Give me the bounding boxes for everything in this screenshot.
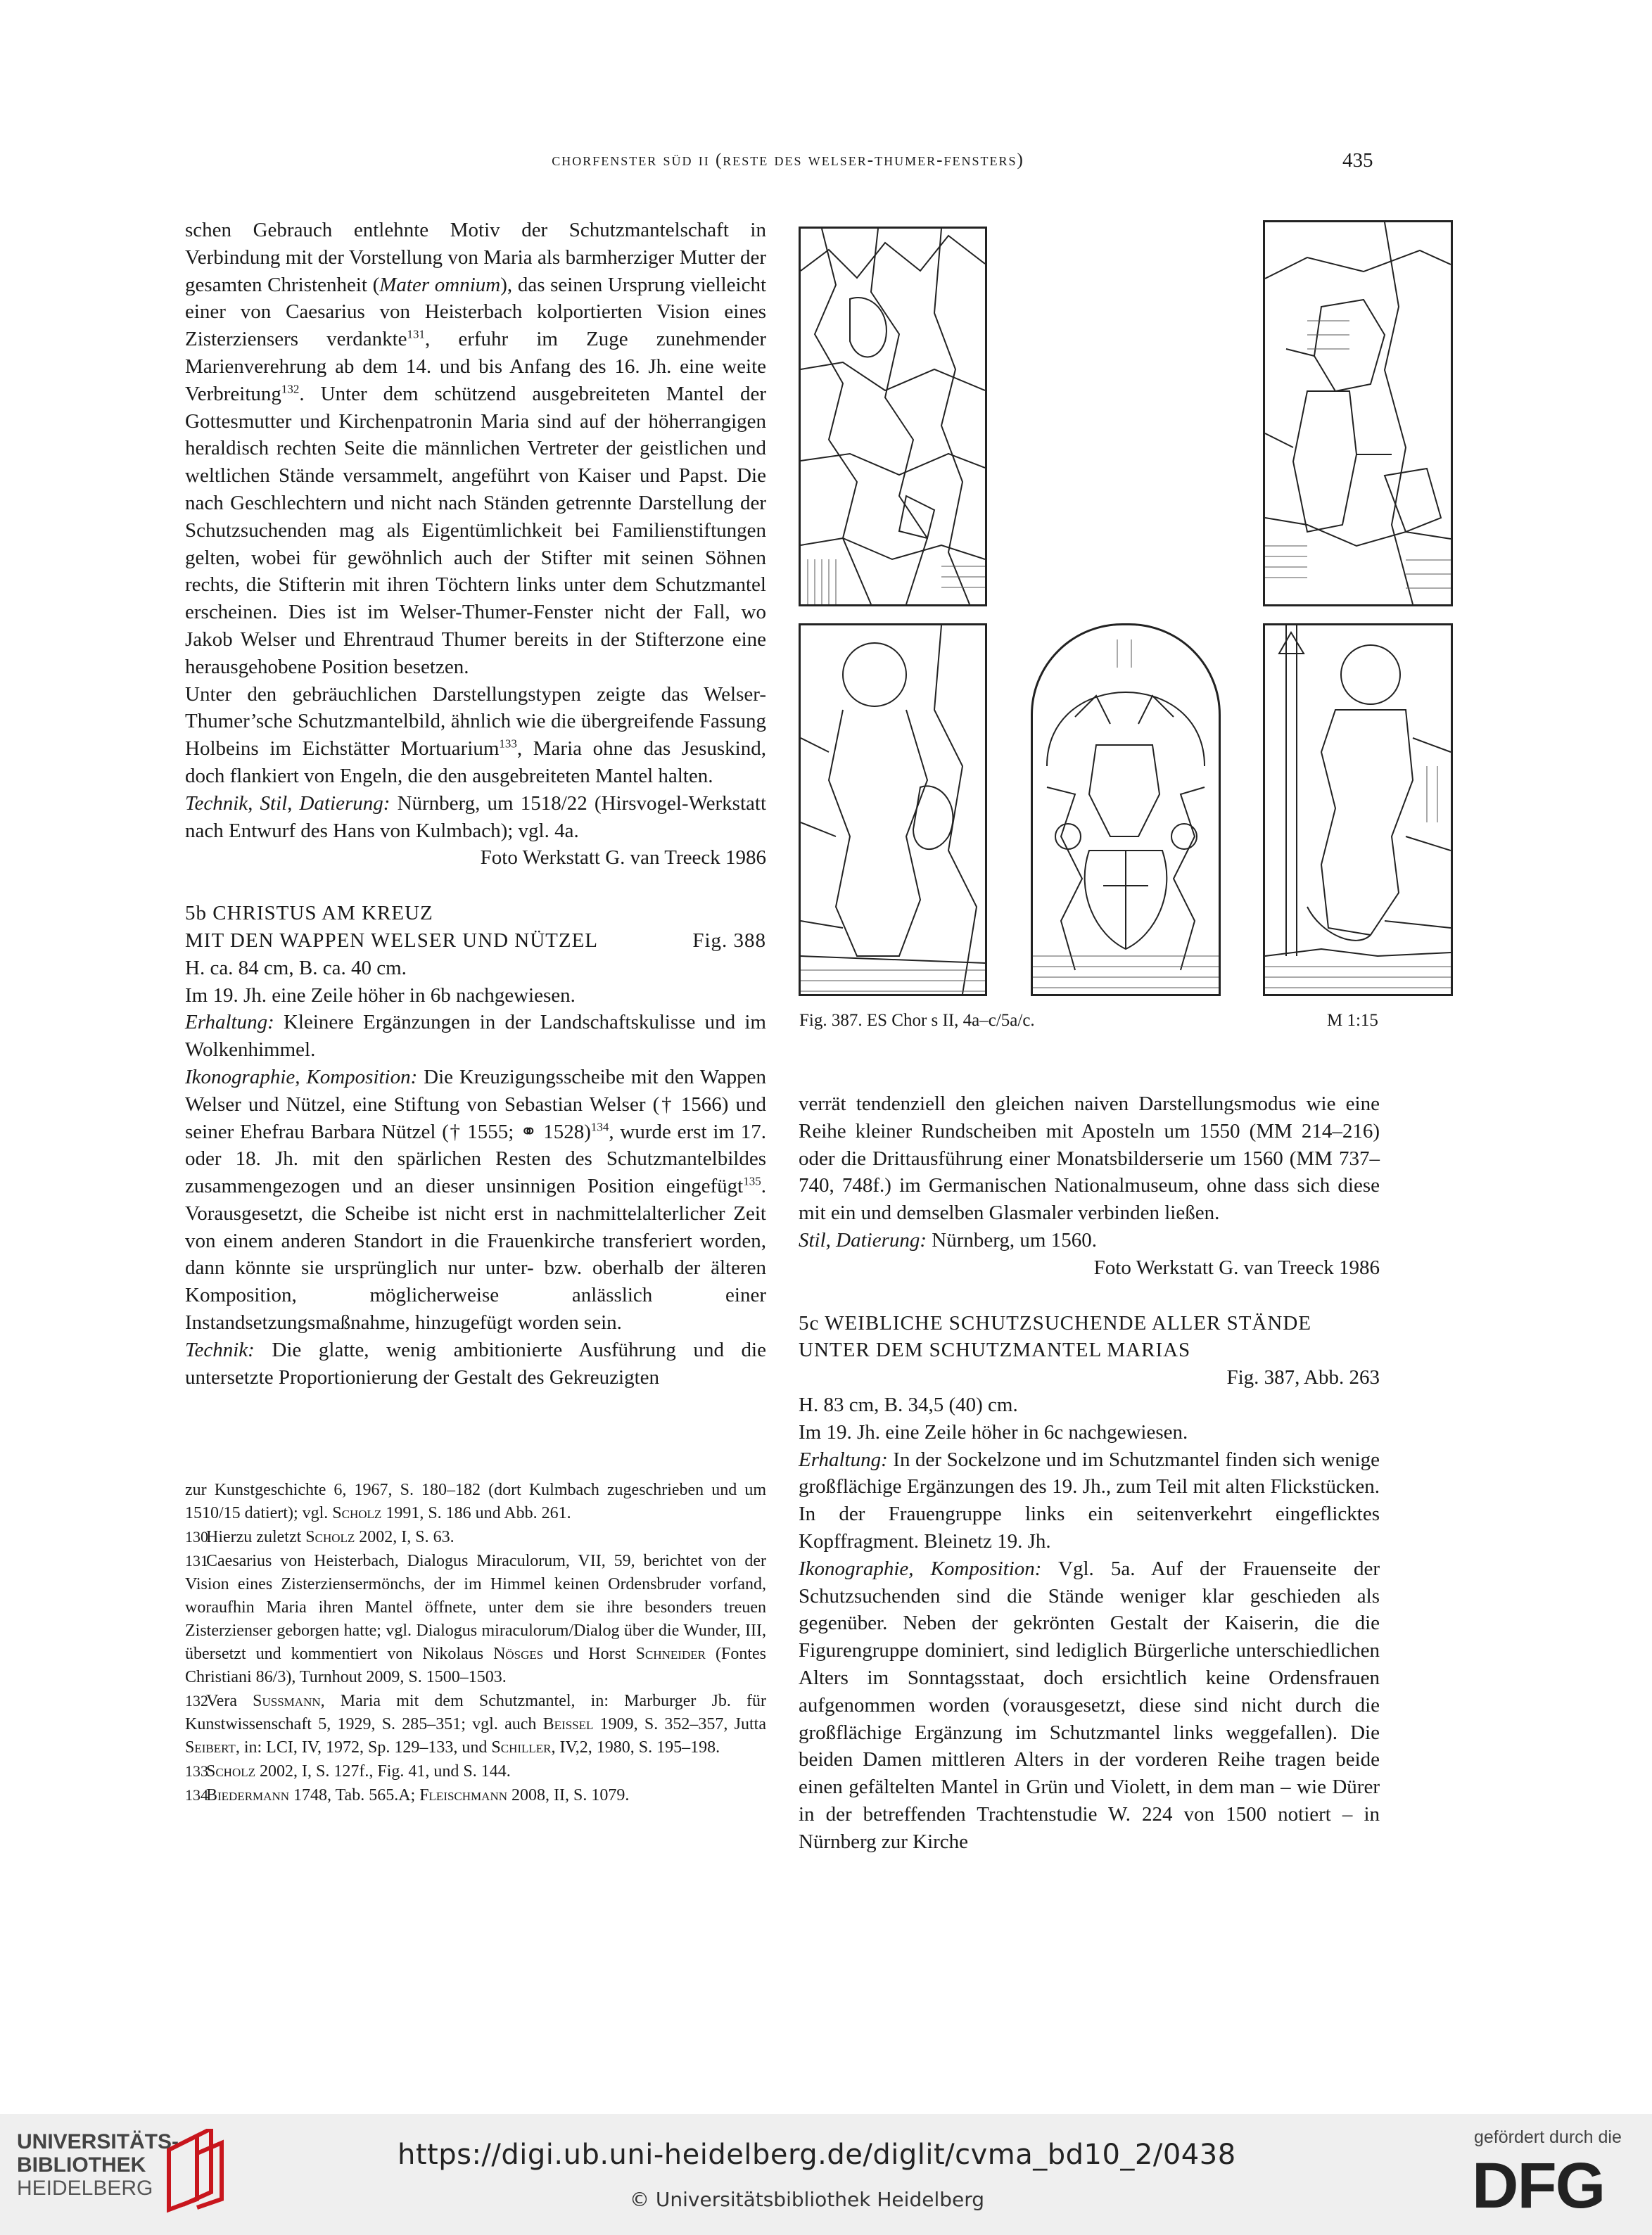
paragraph: Im 19. Jh. eine Zeile höher in 6b nachgewiesen. — [185, 983, 576, 1007]
dimensions: H. 83 cm, B. 34,5 (40) cm. — [799, 1393, 1018, 1416]
paragraph: Im 19. Jh. eine Zeile höher in 6c nachgewiesen. — [799, 1420, 1188, 1444]
leading-drawing-5a — [801, 229, 985, 604]
leading-drawing-4a — [801, 625, 985, 994]
window-panel-4a — [799, 623, 987, 996]
paragraph: Erhaltung: In der Sockelzone und im Schutzmantel finden sich wenige großflächige Ergänzungen des 19. Jh., zum Teil mit alten Flickstücken. In der Frauengruppe links ein seitenverkehrt eingeflicktes Kopffragment. Bleinetz 19. Jh. — [799, 1448, 1380, 1553]
window-panel-4b — [1031, 623, 1221, 996]
section-title-5c: 5c WEIBLICHE SCHUTZSUCHENDE ALLER STÄNDE — [799, 1311, 1311, 1335]
library-name: UNIVERSITÄTS- BIBLIOTHEK HEIDELBERG — [17, 2130, 179, 2200]
right-column — [799, 1090, 1380, 1856]
left-column — [185, 217, 766, 1391]
window-panel-4c — [1263, 623, 1453, 996]
footer-bar — [0, 2114, 1652, 2235]
paragraph: Unter den gebräuchlichen Darstellungstypen zeigte das Welser-Thumer’sche Schutzmantelbild, ähnlich wie die übergreifende Fassung Holbeins im Eichstätter Mortuarium$^{133}$, Maria ohne das Jesuskind, doch flankiert von Engeln, die den ausgebreiteten Mantel halten. — [185, 682, 766, 787]
paragraph: Technik: Die glatte, wenig ambitionierte Ausführung und die untersetzte Proportionierung der Gestalt des Gekreuzigten — [185, 1338, 766, 1389]
window-panel-5a — [799, 227, 987, 606]
leading-drawing-5c — [1265, 222, 1451, 604]
page-number: 435 — [1342, 149, 1373, 172]
paragraph: Ikonographie, Komposition: Die Kreuzigungsscheibe mit den Wappen Welser und Nützel, eine Stiftung von Sebastian Welser († 1566) und seiner Ehefrau Barbara Nützel († 1555; ⚭ 1528)$^{134}$, wurde erst im 17. oder 18. Jh. mit den spärlichen Resten des Schutzmantelbildes zusammengezogen und an dieser unsinnigen Position eingefügt$^{135}$. Vorausgesetzt, die Scheibe ist nicht erst in nachmittelalterlicher Zeit von einem anderen Standort in die Frauenkirche transferiert worden, dann könnte sie ursprünglich nur unter- bzw. oberhalb der älteren Komposition, möglicherweise anlässlich einer Instandsetzungsmaßnahme, hinzugefügt worden sein. — [185, 1065, 766, 1335]
paragraph: Stil, Datierung: Nürnberg, um 1560. — [799, 1228, 1097, 1252]
figure-ref: Fig. 387, Abb. 263 — [1226, 1366, 1380, 1389]
copyright: © Universitätsbibliothek Heidelberg — [630, 2188, 985, 2211]
footnote: 134Biedermann 1748, Tab. 565.A; Fleischmann 2008, II, S. 1079. — [185, 1786, 630, 1804]
photo-credit: Foto Werkstatt G. van Treeck 1986 — [480, 846, 766, 870]
footnote: 131Caesarius von Heisterbach, Dialogus Miraculorum, VII, 59, berichtet von der Vision eines Zisterziensermönchs, der im Himmel keinen Ordensbruder vorfand, woraufhin Maria ihren Mantel öffnete, unter dem sie ihre besonders treuen Zisterzienser geborgen hatte; vgl. Dialogus miraculorum/Dialog über die Wunder, III, übersetzt und kommentiert von Nikolaus Nösges und Horst Schneider (Fontes Christiani 86/3), Turnhout 2009, S. 1500–1503. — [185, 1552, 766, 1686]
figure-ref: Fig. 388 — [692, 929, 766, 952]
dimensions: H. ca. 84 cm, B. ca. 40 cm. — [185, 956, 407, 979]
figure-caption: Fig. 387. ES Chor s II, 4a–c/5a/c. — [799, 1011, 1035, 1030]
footnote: zur Kunstgeschichte 6, 1967, S. 180–182 (dort Kulmbach zugeschrieben und um 1510/15 datiert); vgl. Scholz 1991, S. 186 und Abb. 261. — [185, 1481, 766, 1522]
section-title-5b-line2: MIT DEN WAPPEN WELSER UND NÜTZEL Fig. 388 — [185, 927, 766, 955]
library-logo-icon — [162, 2129, 225, 2213]
figure-scale: M 1:15 — [1327, 1011, 1378, 1030]
funding-note: gefördert durch die — [1474, 2127, 1622, 2147]
dfg-logo: DFG — [1472, 2150, 1605, 2222]
paragraph: Erhaltung: Kleinere Ergänzungen in der Landschaftskulisse und im Wolkenhimmel. — [185, 1011, 766, 1062]
photo-credit: Foto Werkstatt G. van Treeck 1986 — [1093, 1256, 1380, 1279]
leading-drawing-4c — [1265, 625, 1451, 994]
footnote: 130Hierzu zuletzt Scholz 2002, I, S. 63. — [185, 1528, 455, 1546]
paragraph: Ikonographie, Komposition: Vgl. 5a. Auf der Frauenseite der Schutzsuchenden sind die Stände weniger klar geschieden als gegenüber. Neben der gekrönten Gestalt der Kaiserin, die die Figurengruppe dominiert, sind lediglich Bürgerliche unterschiedlichen Alters im Sonntagsstaat, doch ersichtlich keine Ordensfrauen aufgenommen worden (vorausgesetzt, diese sind nicht durch die großflächige Ergänzung im Schutzmantel links weggefallen). Die beiden Damen mittleren Alters in der vorderen Reihe tragen beide einen gefältelten Mantel in Grün und Violett, in dem man – wie Dürer in der betreffenden Trachtenstudie W. 224 von 1500 notiert – in Nürnberg zur Kirche — [799, 1557, 1380, 1853]
window-panel-5c — [1263, 220, 1453, 606]
footnote: 133Scholz 2002, I, S. 127f., Fig. 41, und S. 144. — [185, 1762, 511, 1781]
section-title-5c-line2: UNTER DEM SCHUTZMANTEL MARIAS — [799, 1339, 1191, 1362]
footnote: 132Vera Sussmann, Maria mit dem Schutzmantel, in: Marburger Jb. für Kunstwissenschaft 5, 1929, S. 285–351; vgl. auch Beissel 1909, S. 352–357, Jutta Seibert, in: LCI, IV, 1972, Sp. 129–133, und Schiller, IV,2, 1980, S. 195–198. — [185, 1692, 767, 1757]
leading-drawing-4b — [1033, 625, 1219, 994]
running-head: chorfenster süd ii (reste des welser-thumer-fensters) — [552, 151, 1024, 170]
footnotes — [185, 1479, 766, 1807]
section-title-5b: 5b CHRISTUS AM KREUZ — [185, 902, 433, 925]
paragraph: verrät tendenziell den gleichen naiven Darstellungsmodus wie eine Reihe kleiner Rundscheiben mit Aposteln um 1550 (MM 214–216) oder die Drittausführung einer Monatsbilderserie um 1560 (MM 737–740, 748f.) im Germanischen Nationalmuseum, ohne dass sich diese mit ein und demselben Glasmaler verbinden ließen. — [799, 1093, 1380, 1225]
paragraph: schen Gebrauch entlehnte Motiv der Schutzmantelschaft in Verbindung mit der Vorstellung von Maria als barmherziger Mutter der gesamten Christenheit (Mater omnium), das seinen Ursprung vielleicht einer von Caesarius von Heisterbach kolportierten Vision eines Zisterziensers verdankte$^{131}$, erfuhr im Zuge zunehmender Marienverehrung ab dem 14. und bis Anfang des 16. Jh. eine weite Verbreitung$^{132}$. Unter dem schützend ausgebreiteten Mantel der Gottesmutter und Kirchenpatronin Maria sind auf der höherrangigen heraldisch rechten Seite die männlichen Vertreter der geistlichen und weltlichen Stände versammelt, angeführt von Kaiser und Papst. Die nach Geschlechtern und nicht nach Ständen getrennte Darstellung der Schutzsuchenden mag als Eigentümlichkeit bei Familienstiftungen gelten, wobei für gewöhnlich auch der Stifter mit seinen Söhnen rechts, die Stifterin mit ihren Töchtern links unter dem Schutzmantel erscheinen. Dies ist im Welser-Thumer-Fenster nicht der Fall, wo Jakob Welser und Ehrentraud Thumer bereits in der Stifterzone eine herausgehobene Position besetzen. — [185, 219, 766, 678]
document-url-link[interactable]: https://digi.ub.uni-heidelberg.de/diglit/cvma_bd10_2/0438 — [398, 2139, 1236, 2171]
paragraph: Technik, Stil, Datierung: Nürnberg, um 1518/22 (Hirsvogel-Werkstatt nach Entwurf des Hans von Kulmbach); vgl. 4a. — [185, 791, 766, 842]
